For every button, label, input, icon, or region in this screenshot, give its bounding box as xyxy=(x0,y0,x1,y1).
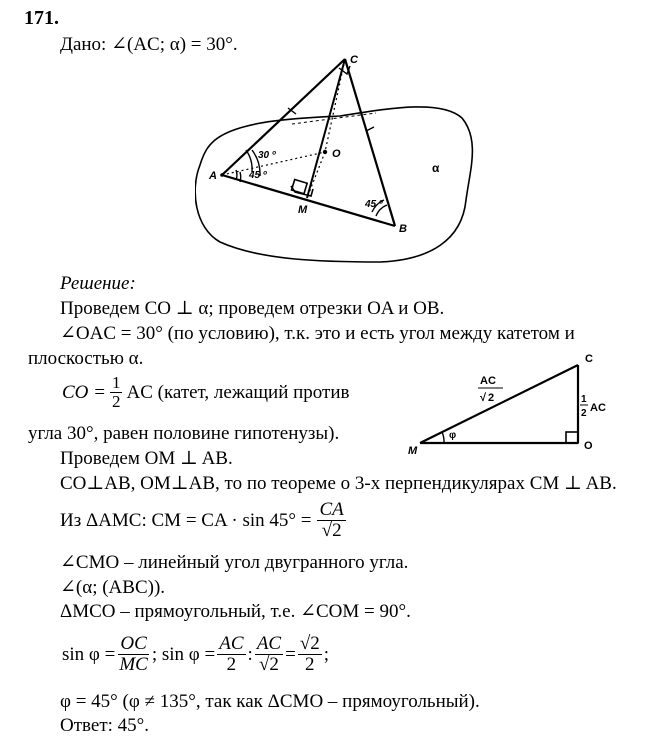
solution-line-13: φ = 45° (φ ≠ 135°, так как ΔCMO – прямоугольный). xyxy=(60,691,480,712)
plane-outline xyxy=(195,107,472,262)
solution-line-1: Проведем CO ⊥ α; проведем отрезки OA и OB. xyxy=(60,298,445,319)
fraction-oc-mc: $\frac{OC}{MC}$ xyxy=(119,633,148,675)
solution-line-6: Проведем OM ⊥ AB. xyxy=(60,448,233,469)
label-leg-den: 2 xyxy=(581,408,587,419)
problem-number: 171. xyxy=(24,7,59,29)
label-leg-tail: AC xyxy=(590,402,606,414)
label-angle-45-a: 45 º xyxy=(249,170,267,181)
label-m2: M xyxy=(408,445,418,457)
answer: Ответ: 45°. xyxy=(60,715,149,736)
label-phi: φ xyxy=(449,430,457,441)
figure-right-triangle xyxy=(405,350,635,458)
label-c2: C xyxy=(585,353,593,365)
given-text: Дано: ∠(AC; α) = 30°. xyxy=(60,34,238,55)
solution-line-4: CO = $\frac{1}{2}$ AC (катет, лежащий против xyxy=(62,373,350,411)
fraction-ca-root2: $\frac{CA}{√2}$ xyxy=(319,499,344,541)
solution-line-2: ∠OAC = 30° (по условию), т.к. это и есть угол между катетом и xyxy=(60,323,575,344)
solution-line-8: Из ΔAMC: CM = CA · sin 45° = $\frac{CA}{√2}$ xyxy=(60,499,344,541)
solution-line-3: плоскостью α. xyxy=(28,348,144,369)
label-hyp-root: √ xyxy=(480,392,487,404)
label-leg-num: 1 xyxy=(581,394,587,405)
solution-line-5: угла 30°, равен половине гипотенузы). xyxy=(28,423,340,444)
fraction-root2-2: $\frac{√2}{2}$ xyxy=(299,633,320,675)
solution-line-7: CO⊥AB, OM⊥AB, то по теореме о 3-х перпендикулярах CM ⊥ AB. xyxy=(60,473,617,494)
label-a: A xyxy=(209,170,217,182)
solution-line-11: ΔMCO – прямоугольный, т.е. ∠COM = 90°. xyxy=(60,601,411,622)
dashed-om xyxy=(307,152,325,198)
label-hyp-den: 2 xyxy=(488,392,495,404)
label-b: B xyxy=(399,223,407,235)
edge-cm xyxy=(307,59,345,198)
label-hyp-num: AC xyxy=(480,375,496,387)
fraction-one-half: $\frac{1}{2}$ xyxy=(111,373,121,411)
label-m: M xyxy=(298,204,308,216)
label-plane: α xyxy=(432,161,440,175)
solution-line-10: ∠(α; (ABC)). xyxy=(60,577,166,598)
solution-heading: Решение: xyxy=(60,273,136,294)
figure-tetrahedron xyxy=(195,50,480,272)
label-angle-45-b: 45 º xyxy=(365,199,383,210)
fraction-ac-root2: $\frac{AC}{√2}$ xyxy=(256,633,282,675)
fraction-ac-2: $\frac{AC}{2}$ xyxy=(219,633,244,675)
label-angle-30: 30 º xyxy=(258,150,276,161)
label-o2: O xyxy=(584,440,593,452)
label-c: C xyxy=(350,54,358,66)
solution-line-9: ∠CMO – линейный угол двугранного угла. xyxy=(60,552,409,573)
solution-line-12: sin φ = $\frac{OC}{MC}$ ; sin φ = $\frac{AC}{2}$ : $\frac{AC}{√2}$ = $\frac{√2}{2}$ ; xyxy=(62,633,330,675)
label-o: O xyxy=(332,148,341,160)
dashed-co xyxy=(325,59,345,152)
